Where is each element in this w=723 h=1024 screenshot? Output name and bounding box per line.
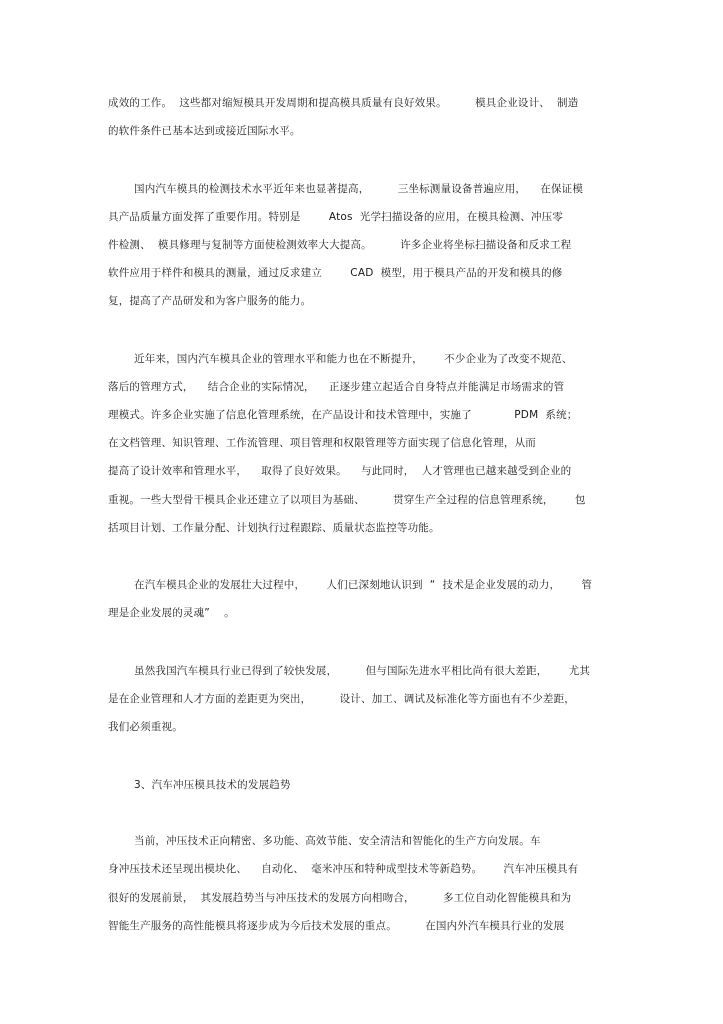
paragraph-3-line-2: 落后的管理方式， 结合企业的实际情况， 正逐步建立起适合自身特点并能满足市场需求的管 [108,381,565,393]
paragraph-2-line-2: 具产品质量方面发挥了重要作用。特别是 Atos 光学扫描设备的应用，在模具检测、冲压零 [108,211,564,223]
paragraph-7-line-2: 身冲压技术还呈现出模块化、 自动化、 毫米冲压和特种成型技术等新趋势。 汽车冲压模具有 [108,863,579,875]
paragraph-3-line-5: 提高了设计效率和管理水平， 取得了良好效果。 与此同时， 人才管理也已越来越受到企业的 [108,465,572,477]
paragraph-3-line-7: 括项目计划、工作量分配、计划执行过程跟踪、质量状态监控等功能。 [108,522,440,534]
paragraph-2-line-5: 复，提高了产品研发和为客户服务的能力。 [108,295,312,307]
paragraph-5-line-1: 虽然我国汽车模具行业已得到了较快发展， 但与国际先进水平相比尚有很大差距， 尤其 [134,665,591,677]
paragraph-3-line-4: 在文档管理、知识管理、工作流管理、项目管理和权限管理等方面实现了信息化管理，从而 [108,437,536,449]
section-heading: 3、汽车冲压模具技术的发展趋势 [134,779,291,791]
paragraph-3-line-6: 重视。一些大型骨干模具企业还建立了以项目为基础、 贯穿生产全过程的信息管理系统， 包 [108,494,586,506]
paragraph-1-line-2: 的软件条件已基本达到或接近国际水平。 [108,125,301,137]
paragraph-4-line-1: 在汽车模具企业的发展壮大过程中， 人们已深刻地认识到 “ 技术是企业发展的动力， 管 [134,579,593,591]
paragraph-3-line-3: 理模式。许多企业实施了信息化管理系统，在产品设计和技术管理中，实施了 PDM 系统； [108,409,578,421]
paragraph-1-line-1: 成效的工作。 这些都对缩短模具开发周期和提高模具质量有良好效果。 模具企业设计、 制造 [108,97,579,109]
paragraph-7-line-3: 很好的发展前景， 其发展趋势当与冲压技术的发展方向相吻合， 多工位自动化智能模具和为 [108,892,572,904]
paragraph-2-line-3: 件检测、 模具修理与复制等方面使检测效率大大提高。 许多企业将坐标扫描设备和反求工程 [108,239,572,251]
paragraph-7-line-4: 智能生产服务的高性能模具将逐步成为今后技术发展的重点。 在国内外汽车模具行业的发展 [108,920,565,932]
paragraph-3-line-1: 近年来，国内汽车模具企业的管理水平和能力也在不断提升， 不少企业为了改变不规范、 [134,353,573,365]
paragraph-5-line-3: 我们必须重视。 [108,721,183,733]
paragraph-7-line-1: 当前，冲压技术正向精密、多功能、高效节能、安全清洁和智能化的生产方向发展。车 [134,835,541,847]
paragraph-2-line-1: 国内汽车模具的检测技术水平近年来也显著提高， 三坐标测量设备普遍应用， 在保证模 [134,183,584,195]
paragraph-4-line-2: 理是企业发展的灵魂” 。 [108,607,235,619]
paragraph-5-line-2: 是在企业管理和人才方面的差距更为突出， 设计、加工、调试及标准化等方面也有不少差距， [108,693,575,705]
paragraph-2-line-4: 软件应用于样件和模具的测量，通过反求建立 CAD 模型，用于模具产品的开发和模具的修 [108,267,563,279]
